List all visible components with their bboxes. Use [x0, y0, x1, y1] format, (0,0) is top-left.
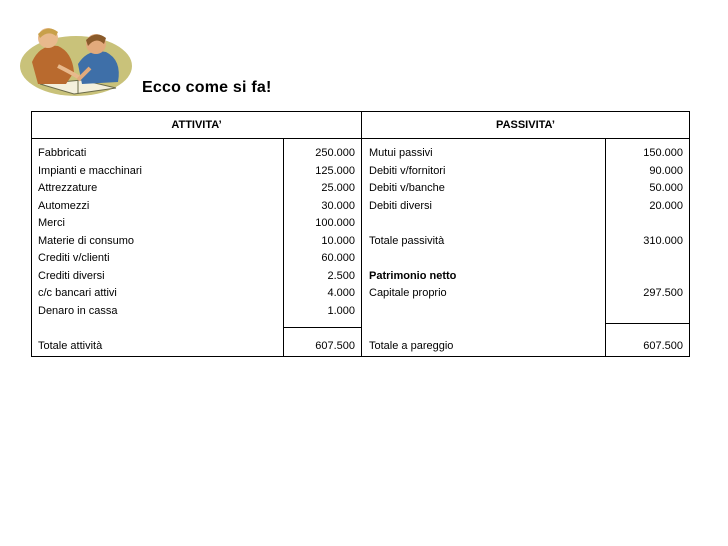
passivita-value-debiti-diversi: 20.000 — [649, 199, 683, 212]
attivita-label-attrezzature: Attrezzature — [38, 182, 98, 194]
totale-pareggio-label: Totale a pareggio — [369, 340, 454, 352]
subtotal-line-attivita — [284, 327, 361, 328]
totale-attivita-label: Totale attività — [38, 340, 103, 352]
capitale-proprio-label: Capitale proprio — [369, 287, 447, 299]
attivita-label-cc-bancari: c/c bancari attivi — [38, 287, 117, 299]
attivita-value-impianti: 125.000 — [315, 164, 355, 177]
totale-attivita-value: 607.500 — [315, 340, 355, 352]
attivita-label-materie-consumo: Materie di consumo — [38, 234, 134, 247]
attivita-value-automezzi: 30.000 — [321, 199, 355, 212]
attivita-value-merci: 100.000 — [315, 217, 355, 229]
attivita-label-crediti-diversi: Crediti diversi — [38, 269, 105, 282]
attivita-value-cc-bancari: 4.000 — [327, 287, 355, 299]
passivita-value-debiti-banche: 50.000 — [649, 182, 683, 194]
attivita-label-automezzi: Automezzi — [38, 199, 90, 212]
attivita-value-fabbricati: 250.000 — [315, 147, 355, 159]
amount-column-divider-left — [283, 138, 284, 356]
attivita-value-crediti-clienti: 60.000 — [321, 252, 355, 264]
attivita-value-materie-consumo: 10.000 — [321, 234, 355, 247]
attivita-label-crediti-clienti: Crediti v/clienti — [38, 252, 110, 264]
header-passivita: PASSIVITA’ — [496, 119, 555, 131]
attivita-value-denaro-cassa: 1.000 — [327, 304, 355, 317]
totale-passivita-value: 310.000 — [643, 234, 683, 247]
attivita-label-fabbricati: Fabbricati — [38, 147, 87, 159]
passivita-value-mutui: 150.000 — [643, 147, 683, 159]
attivita-value-attrezzature: 25.000 — [321, 182, 355, 194]
passivita-value-debiti-fornitori: 90.000 — [649, 164, 683, 177]
patrimonio-netto-heading: Patrimonio netto — [369, 269, 457, 282]
attivita-label-impianti: Impianti e macchinari — [38, 164, 142, 177]
total-line-passivita — [606, 323, 689, 324]
page-title: Ecco come si fa! — [142, 79, 272, 96]
totale-passivita-label: Totale passività — [369, 234, 445, 247]
attivita-label-denaro-cassa: Denaro in cassa — [38, 304, 118, 317]
totale-pareggio-value: 607.500 — [643, 340, 683, 352]
attivita-label-merci: Merci — [38, 217, 65, 229]
passivita-label-debiti-fornitori: Debiti v/fornitori — [369, 164, 446, 177]
passivita-label-mutui: Mutui passivi — [369, 147, 433, 159]
capitale-proprio-value: 297.500 — [643, 287, 683, 299]
balance-sheet-table — [31, 111, 690, 357]
passivita-label-debiti-banche: Debiti v/banche — [369, 182, 445, 194]
people-reading-clipart — [18, 22, 134, 98]
attivita-value-crediti-diversi: 2.500 — [327, 269, 355, 282]
passivita-label-debiti-diversi: Debiti diversi — [369, 199, 432, 212]
column-divider — [361, 112, 362, 356]
header-attivita: ATTIVITA’ — [171, 119, 222, 131]
